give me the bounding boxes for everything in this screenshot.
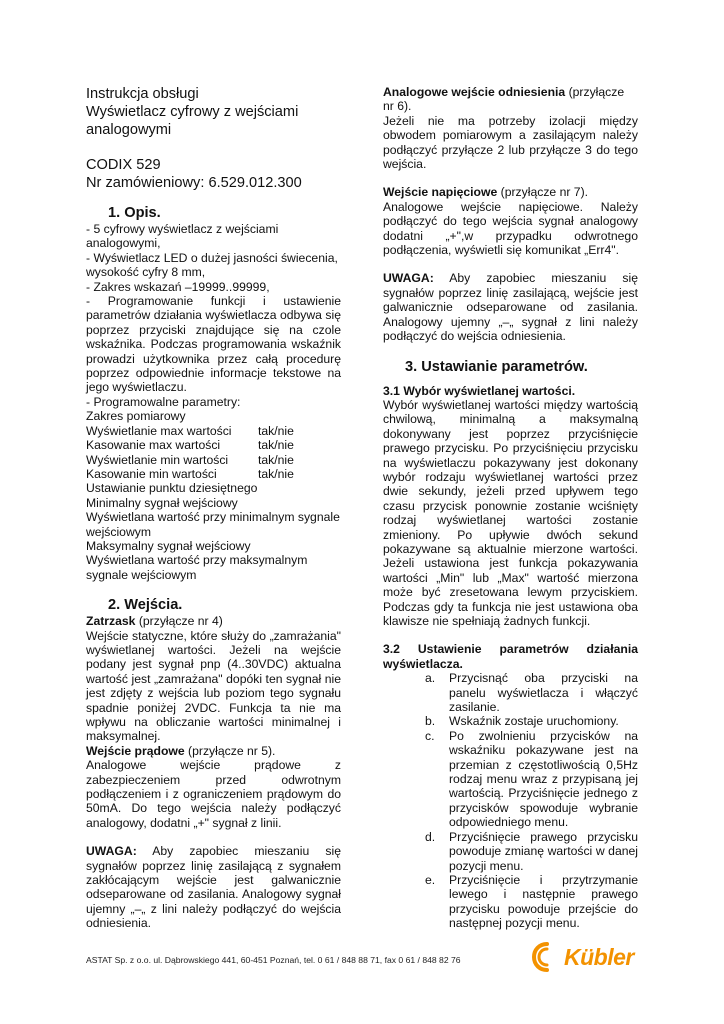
zatrzask-text: Wejście statyczne, które służy do „zamrażania" wyświetlanej wartości. Jeżeli na wejście podany jest sygnał pnp (4..30VDC) aktualna wartość jest „zamrażana" dopóki ten sygnał nie jest zdjęty z wejścia lub poziom tego sygnału spadnie poniżej 2VDC. Funkcja ta nie ma wpływu na obliczanie wartości minimalnej i maksymalnej. xyxy=(86,628,341,744)
title-line-1: Instrukcja obsługi xyxy=(86,86,199,102)
settings-list xyxy=(383,671,638,930)
odn-label: Analogowe wejście odniesienia xyxy=(383,85,566,99)
param-row: Kasowanie max wartości tak/nie xyxy=(86,438,294,453)
list-item: e. Przyciśnięcie i przytrzymanie lewego i następnie prawego przycisku powoduje przejście do następnej pozycji menu. xyxy=(425,872,638,931)
s1-tail: Wyświetlana wartość przy minimalnym sygnale wejściowym xyxy=(86,510,340,539)
logo-text: Kübler xyxy=(564,943,634,970)
uwaga-label-right: UWAGA: xyxy=(383,271,434,286)
model-name: CODIX 529 xyxy=(86,157,161,174)
s31-heading: 3.1 Wybór wyświetlanej wartości. xyxy=(383,383,576,398)
footer-address: ASTAT Sp. z o.o. ul. Dąbrowskiego 441, 60-451 Poznań, tel. 0 61 / 848 88 71, fax 0 61 / 848 82 76 xyxy=(86,955,461,965)
order-number: Nr zamówieniowy: 6.529.012.300 xyxy=(86,175,302,192)
s1-line: - 5 cyfrowy wyświetlacz z wejściami analogowymi, xyxy=(86,222,279,251)
s1-tail: Ustawianie punktu dziesiętnego xyxy=(86,481,258,496)
s1-line: - Wyświetlacz LED o dużej jasności świecenia, wysokość cyfry 8 mm, xyxy=(86,250,338,280)
left-column: 1. Opis. - 5 cyfrowy wyświetlacz z wejściami analogowymi, - Wyświetlacz LED o dużej jasności świecenia, wysokość cyfry 8 mm, - Zakres wskazań –19999..99999, - Programowanie funkcji i ustawienie parametrów działania wyświetlacza odbywa się poprzez przyciski znajdujące się na czole wskaźnika. Podczas programowania wskaźnik prowadzi użytkownika przez całą procedurę poprzez odpowiednie informacje tekstowe na jego wyświetlaczu. - Programowalne parametry: Zakres pomiarowy Wyświetlanie max wartości tak/nie Kasowanie max wartości tak/nie Wyświetlanie min wartości tak/nie Kasowanie min wartości tak/nie Ustawianie punktu dziesiętnego Minimalny sygnał wejściowy Wyświetlana wartość przy minimalnym sygnale wejściowym Maksymalny sygnał wejściowy Wyświetlana wartość przy maksymalnym sygnale wejściowym 2. Wejścia. Zatrzask (przyłącze nr 4) Wejście statyczne, które służy do „zamrażania" wyświetlanej wartości. Jeżeli na wejście podany jest sygnał pnp (4..30VDC) aktualna wartość jest „zamrażana" dopóki ten sygnał nie jest zdjęty z wejścia lub poziom tego sygnału spadnie poniżej 2VDC. Funkcja ta nie ma wpływu na obliczanie wartości minimalnej i maksymalnej. Wejście prądowe (przyłącze nr 5). Analogowe wejście prądowe z zabezpieczeniem przed odwrotnym podłączeniem i z ograniczeniem prądowym do 50mA. Do tego wejścia należy podłączyć analogowy, dodatni „+" sygnał z linii. UWAGA: Aby zapobiec mieszaniu się sygnałów poprzez linię zasilającą z sygnałem zakłócającym wejście jest galwanicznie odseparowane od zasilania. Analogowy sygnał ujemny „–„ z lini należy podłączyć do wejścia odniesienia. xyxy=(86,205,341,931)
uwaga-text: Aby zapobiec mieszaniu się sygnałów poprzez linię zasilającą z sygnałem zakłócającym wejście jest galwanicznie odseparowane od zasilania. Analogowy sygnał ujemny „–„ z lini należy podłączyć do wejścia odniesienia. xyxy=(86,844,341,931)
section-3-heading: 3. Ustawianie parametrów. xyxy=(405,358,588,375)
s31-text: Wybór wyświetlanej wartości między wartością chwilową, minimalną a maksymalną dokonywany jest poprzez przyciśnięcie prawego przycisku. Po przyciśnięciu przycisku na wyświetlaczu pokazywany jest dokonany wybór rodzaju wyświetlanej wartości przez dwie sekundy, jeżeli przed upływem tego czasu przycisk ponownie zostanie wciśnięty rodzaj wyświetlanej wartości zostanie zmieniony. Po upływie dwóch sekund pokazywane są aktualnie mierzone wartości. Jeżeli ustawiona jest funkcja pokazywania wartości „Min" lub „Max" wartość mierzona może być zresetowana lewym przyciskiem. Podczas gdy ta funkcja nie jest ustawiona oba klawisze nie spełniają żadnych funkcji. xyxy=(383,397,638,628)
s1-line: - Programowanie funkcji i ustawienie parametrów działania wyświetlacza odbywa się poprzez przyciski znajdujące się na czole wskaźnika. Podczas programowania wskaźnik prowadzi użytkownika przez całą procedurę poprzez odpowiednie informacje tekstowe na jego wyświetlaczu. xyxy=(86,294,341,395)
s32-heading: 3.2 Ustawienie parametrów działania wyświetlacza. xyxy=(383,642,638,671)
title-line-2: Wyświetlacz cyfrowy z wejściami xyxy=(86,103,299,120)
s1-line: - Programowalne parametry: xyxy=(86,394,241,409)
uwaga-text-right: Aby zapobiec mieszaniu się sygnałów poprzez linię zasilającą, wejście jest galwanicznie odseparowane od zasilania. Analogowy ujemny „–„ sygnał z lini należy podłączyć do wejścia odniesienia. xyxy=(383,271,638,344)
title-line-3: analogowymi xyxy=(86,121,172,138)
list-item: d. Przyciśnięcie prawego przycisku powoduje zmianę wartości w danej pozycji menu. xyxy=(425,829,638,873)
kubler-swirl-icon xyxy=(530,940,564,974)
pradowe-text: Analogowe wejście prądowe z zabezpieczeniem przed odwrotnym podłączeniem i z ograniczeniem prądowym do 50mA. Do tego wejścia należy podłączyć analogowy, dodatni „+" sygnał z linii. xyxy=(86,758,341,830)
list-item: b. Wskaźnik zostaje uruchomiony. xyxy=(425,714,619,729)
s1-tail: Wyświetlana wartość przy maksymalnym sygnale wejściowym xyxy=(86,553,308,582)
param-row: Wyświetlanie min wartości tak/nie xyxy=(86,452,294,467)
uwaga-label: UWAGA: xyxy=(86,844,137,859)
s1-line: Zakres pomiarowy xyxy=(86,409,186,424)
param-row: Wyświetlanie max wartości tak/nie xyxy=(86,423,294,438)
kubler-logo xyxy=(530,940,634,974)
pradowe-label: Wejście prądowe xyxy=(86,743,185,758)
section-1-heading: 1. Opis. xyxy=(108,205,161,221)
s1-tail: Maksymalny sygnał wejściowy xyxy=(86,538,251,553)
zatrzask-label: Zatrzask xyxy=(86,614,136,629)
nap-label: Wejście napięciowe xyxy=(383,185,498,200)
list-item: c. Po zwolnieniu przycisków na wskaźniku pokazywane jest na przemian z częstotliwością 0,5Hz rodzaj menu wraz z przypisaną jej wartością. Przyciśnięcie jednego z przycisków spowoduje wybranie odpowiedniego menu. xyxy=(425,728,638,830)
param-row: Kasowanie min wartości tak/nie xyxy=(86,466,294,481)
right-column: Analogowe wejście odniesienia (przyłącze nr 6). Jeżeli nie ma potrzeby izolacji między obwodem pomiarowym a zasilającym należy podłączyć przyłącze 2 lub przyłącze 3 do tego wejścia. Wejście napięciowe (przyłącze nr 7). Analogowe wejście napięciowe. Należy podłączyć do tego wejścia sygnał analogowy dodatni „+",w przypadku odwrotnego podłączenia, wyświetli się komunikat „Err4". UWAGA: Aby zapobiec mieszaniu się sygnałów poprzez linię zasilającą, wejście jest galwanicznie odseparowane od zasilania. Analogowy ujemny „–„ sygnał z lini należy podłączyć do wejścia odniesienia. 3. Ustawianie parametrów. 3.1 Wybór wyświetlanej wartości. Wybór wyświetlanej wartości między wartością chwilową, minimalną a maksymalną dokonywany jest poprzez przyciśnięcie prawego przycisku. Po przyciśnięciu przycisku na wyświetlaczu pokazywany jest dokonany wybór rodzaju wyświetlanej wartości przez dwie sekundy, jeżeli przed upływem tego czasu przycisk ponownie zostanie wciśnięty rodzaj wyświetlanej wartości zostanie zmieniony. Po upływie dwóch sekund pokazywane są aktualnie mierzone wartości. Jeżeli ustawiona jest funkcja pokazywania wartości „Min" lub „Max" wartość mierzona może być zresetowana lewym przyciskiem. Podczas gdy ta funkcja nie jest ustawiona oba klawisze nie spełniają żadnych funkcji. 3.2 Ustawienie parametrów działania wyświetlacza. a. Przycisnąć oba przyciski na panelu wyświetlacza i włączyć zasilanie. b. Wskaźnik zostaje uruchomiony. c. Po zwolnieniu przycisków na wskaźniku pokazywane jest na przemian z częstotliwością 0,5Hz rodzaj menu wraz z przypisaną jej wartością. Przyciśnięcie jednego z przycisków spowoduje wybranie odpowiedniego menu. d. Przyciśnięcie prawego przycisku powoduje zmianę wartości w danej pozycji menu. e. Przyciśnięcie i przytrzymanie lewego i następnie prawego przycisku powoduje przejście do następnej pozycji menu. xyxy=(383,85,638,931)
s1-tail: Minimalny sygnał wejściowy xyxy=(86,495,238,510)
list-item: a. Przycisnąć oba przyciski na panelu wyświetlacza i włączyć zasilanie. xyxy=(425,671,638,715)
section-2-heading: 2. Wejścia. xyxy=(108,597,183,614)
nap-text: Analogowe wejście napięciowe. Należy podłączyć do tego wejścia sygnał analogowy dodatni „+",w przypadku odwrotnego podłączenia, wyświetli się komunikat „Err4". xyxy=(383,199,638,258)
document-title xyxy=(86,86,346,193)
odn-text: Jeżeli nie ma potrzeby izolacji między obwodem pomiarowym a zasilającym należy podłączyć przyłącze 2 lub przyłącze 3 do tego wejścia. xyxy=(383,113,638,172)
s1-line: - Zakres wskazań –19999..99999, xyxy=(86,279,270,294)
